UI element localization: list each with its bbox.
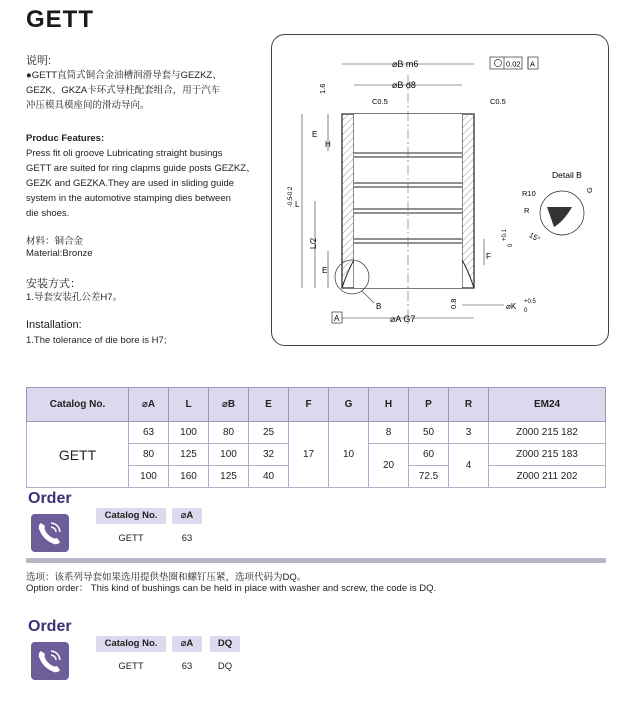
dim-l-tol-bot: -0.5	[288, 196, 294, 207]
order2-header-dq: DQ	[210, 636, 240, 652]
header-l: L	[169, 388, 209, 422]
dim-k-tol-bot: 0	[524, 308, 528, 314]
order-title: Order	[28, 490, 72, 507]
header-a: ⌀A	[129, 388, 169, 422]
dim-e2: E	[322, 266, 328, 275]
header-r: R	[449, 388, 489, 422]
desc-en-line: GEZK and GEZKA.They are used in sliding guide	[26, 178, 235, 189]
install-cn-text: 1.导套安装孔公差H7。	[26, 292, 123, 303]
cell-g: 10	[329, 422, 369, 488]
option-note-en: Option order： This kind of bushings can be held in place with washer and screw, the code is DQ.	[26, 583, 437, 594]
cell-a: 100	[129, 466, 169, 488]
header-em24: EM24	[489, 388, 606, 422]
order2-value-catalog: GETT	[118, 661, 144, 672]
dim-l2: L/2	[309, 237, 318, 249]
dim-a-g7: ⌀A G7	[390, 314, 416, 324]
cell-p: 60	[409, 444, 449, 466]
order2-header-a: ⌀A	[172, 636, 202, 652]
technical-drawing	[271, 34, 609, 346]
cell-r: 3	[449, 422, 489, 444]
dim-e: E	[312, 130, 318, 139]
order-title-2: Order	[28, 618, 72, 635]
table-header-row	[27, 388, 606, 422]
tolerance-value: 0.02	[506, 59, 521, 69]
desc-en-line: system in the automotive stamping dies between	[26, 193, 231, 204]
desc-cn-line: 冲压模具模座间的滑动导向。	[26, 100, 150, 111]
right-wall-section	[462, 114, 474, 288]
cell-l: 160	[169, 466, 209, 488]
detail-g: G	[585, 187, 594, 193]
desc-cn-line: ●GETT直筒式铜合金油槽润滑导套与GEZKZ、	[26, 70, 222, 81]
cell-f: 17	[289, 422, 329, 488]
install-cn-heading: 安装方式：	[26, 278, 81, 290]
cell-l: 125	[169, 444, 209, 466]
desc-cn-line: GEZK、GKZA卡环式导柱配套组合，用于汽车	[26, 85, 221, 96]
header-e: E	[249, 388, 289, 422]
order2-value-dq: DQ	[217, 661, 233, 672]
cell-em24: Z000 211 202	[489, 466, 606, 488]
cell-a: 80	[129, 444, 169, 466]
header-h: H	[369, 388, 409, 422]
option-note-cn: 选项：该系列导套如果选用提供垫圈和螺钉压紧，选项代码为DQ。	[26, 572, 307, 583]
order1-value-catalog: GETT	[118, 533, 144, 544]
header-b: ⌀B	[209, 388, 249, 422]
cell-l: 100	[169, 422, 209, 444]
header-g: G	[329, 388, 369, 422]
order1-value-a: 63	[181, 533, 193, 544]
dim-1-6: 1.6	[318, 83, 327, 94]
dim-k-tol-top: +0.5	[524, 299, 536, 305]
dim-l: L	[295, 200, 300, 209]
desc-en-line: Press fit oli groove Lubricating straight busings	[26, 148, 223, 159]
dim-f-tol-bot: 0	[508, 243, 514, 247]
dim-b-m6: ⌀B m6	[392, 59, 419, 69]
cell-a: 63	[129, 422, 169, 444]
install-en-text: 1.The tolerance of die bore is H7;	[26, 335, 167, 346]
detail-r: R	[524, 206, 530, 215]
desc-cn-text	[26, 68, 222, 113]
dim-c-right: C0.5	[490, 97, 506, 106]
material	[26, 236, 93, 260]
header-p: P	[409, 388, 449, 422]
dim-f-tol-top: +0.1	[502, 229, 508, 241]
dim-f: F	[486, 252, 491, 261]
dim-b-d8: ⌀B d8	[392, 80, 416, 90]
desc-en-heading: Produc Features:	[26, 133, 105, 144]
divider-bar	[26, 558, 606, 563]
order1-header-a: ⌀A	[172, 508, 202, 524]
dim-h: H	[325, 140, 331, 149]
cell-b: 100	[209, 444, 249, 466]
tolerance-ref: A	[530, 59, 536, 69]
detail-angle: 15°	[527, 230, 542, 244]
detail-title: Detail B	[552, 170, 582, 180]
order2-value-a: 63	[181, 661, 193, 672]
material-en: Material:Bronze	[26, 248, 93, 259]
concentricity-icon	[495, 60, 502, 67]
cell-h: 20	[369, 444, 409, 488]
desc-cn-heading: 说明:	[26, 55, 52, 67]
cell-e: 40	[249, 466, 289, 488]
cell-r: 4	[449, 444, 489, 488]
header-f: F	[289, 388, 329, 422]
order2-header-catalog: Catalog No.	[96, 636, 166, 652]
dim-0-8: 0.8	[449, 298, 458, 309]
material-cn: 材料：铜合金	[26, 236, 84, 247]
desc-en-text	[26, 146, 256, 221]
dim-c-left: C0.5	[372, 97, 388, 106]
cell-e: 32	[249, 444, 289, 466]
spec-table	[26, 387, 606, 488]
table-row	[27, 422, 606, 444]
detail-r10: R10	[522, 189, 536, 198]
install-en-heading: Installation:	[26, 319, 82, 331]
phone-icon	[31, 642, 69, 680]
dim-l-tol-top: -0.2	[288, 186, 294, 197]
desc-en-line: GETT are suited for ring clapms guide posts GEZKZ、	[26, 163, 256, 174]
datum-a: A	[334, 314, 340, 323]
cell-h: 8	[369, 422, 409, 444]
page-title: GETT	[26, 6, 94, 33]
bushing-drawing-svg	[272, 35, 610, 347]
order1-header-catalog: Catalog No.	[96, 508, 166, 524]
desc-en-line: die shoes.	[26, 208, 70, 219]
phone-icon	[31, 514, 69, 552]
cell-em24: Z000 215 183	[489, 444, 606, 466]
cell-em24: Z000 215 182	[489, 422, 606, 444]
cell-catalog: GETT	[27, 422, 129, 488]
dim-k: ⌀K	[506, 302, 517, 311]
label-b: B	[376, 302, 382, 311]
detail-b-profile	[547, 207, 572, 227]
cell-e: 25	[249, 422, 289, 444]
header-catalog: Catalog No.	[27, 388, 129, 422]
cell-b: 125	[209, 466, 249, 488]
cell-b: 80	[209, 422, 249, 444]
cell-p: 72.5	[409, 466, 449, 488]
cell-p: 50	[409, 422, 449, 444]
